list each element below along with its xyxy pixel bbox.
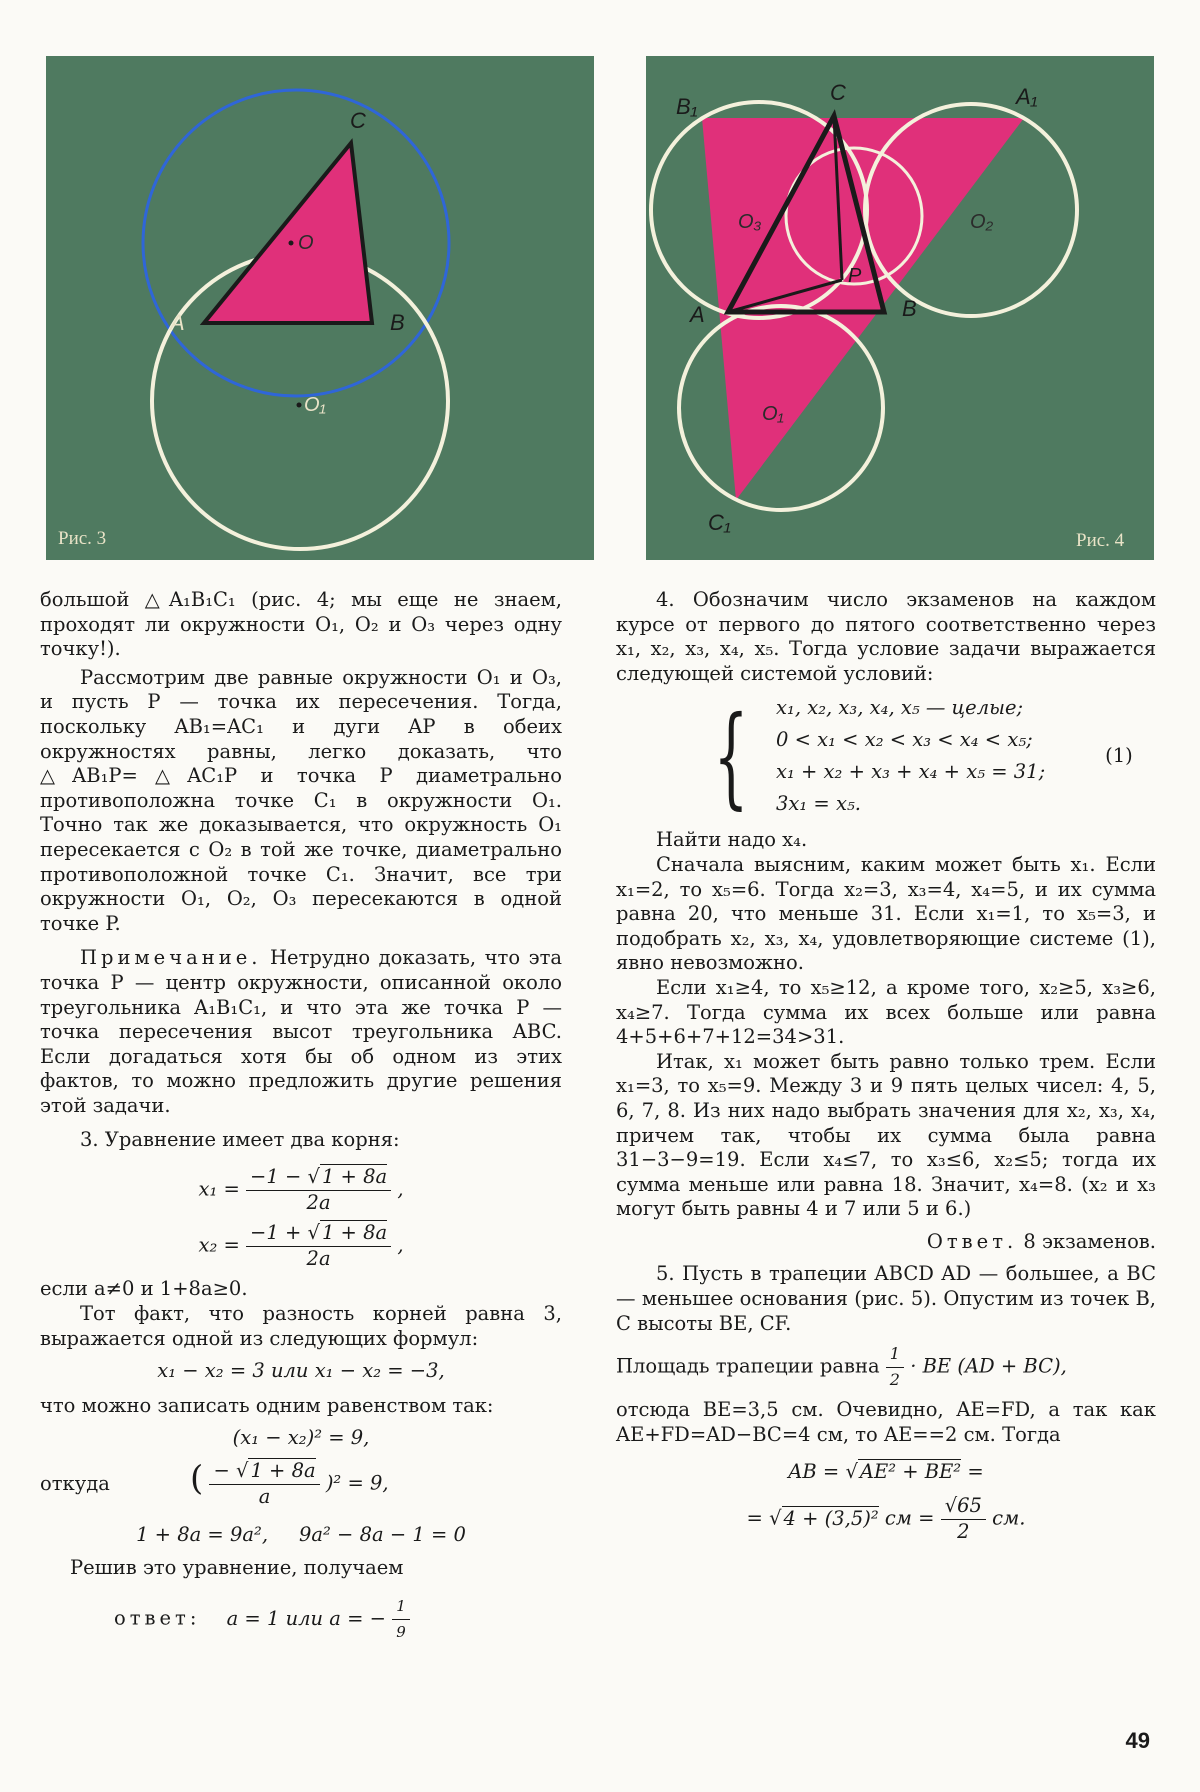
label-p: P xyxy=(848,265,862,287)
system-brace: { xyxy=(713,692,749,821)
answer-head: ответ: xyxy=(114,1606,201,1630)
rc-paragraph-3: Сначала выясним, каким может быть x₁. Если x₁=2, то x₅=6. Тогда x₂=3, x₃=4, x₄=5, и их сумма равна 20, что меньше 31. Если x₁=1, то x₅=3, и подобрать x₂, x₃, x₄, удовлетворяющие системе (1), явно невозможно. xyxy=(616,852,1156,975)
eq-ab2-lhs: = √ xyxy=(746,1506,782,1530)
system-1 xyxy=(696,692,1156,820)
label-o3: O₃ xyxy=(738,211,762,233)
eq-frac-den: a xyxy=(258,1484,271,1508)
rc-paragraph-6: 5. Пусть в трапеции ABCD AD — большее, а BC — меньшее основания (рис. 5). Опустим из точек B, C высоты BE, CF. xyxy=(616,1262,1156,1335)
lc-paragraph-2: Рассмотрим две равные окружности O₁ и O₃, и пусть P — точка их пересечения. Тогда, поскольку AB₁=AC₁ и дуги AP в обеих окружностях равны, легко доказать, что △AB₁P=△AC₁P и точка P диаметрально противоположна точке C₁ в окружности O₁. Точно так же доказывается, что окружность O₁ пересекается с O₂ в той же точке, диаметрально противоположной точке C₁. Значит, все три окружности O₁, O₂, O₃ пересекаются в одной точке P. xyxy=(40,665,562,935)
eq-ab-2 xyxy=(616,1494,1156,1544)
system-lines xyxy=(776,692,1045,820)
right-column xyxy=(616,588,1156,1550)
note-head: Примечание. xyxy=(80,946,262,970)
lc-paragraph-4: Тот факт, что разность корней равна 3, выражается одной из следующих формул: xyxy=(40,1302,562,1350)
eq-ab1-end: = xyxy=(961,1459,984,1483)
eq-ab2-root: 4 + (3,5)² xyxy=(783,1506,879,1530)
lc-paragraph-5: что можно записать одним равенством так: xyxy=(40,1393,494,1417)
rc-answer xyxy=(616,1230,1156,1255)
figure-4-caption: Рис. 4 xyxy=(1076,530,1125,551)
eq-ab2-frac-d: 2 xyxy=(957,1519,970,1543)
eq-ab2-end: см. xyxy=(985,1506,1026,1530)
figure-3 xyxy=(46,56,594,560)
eq-ab2-frac-n: √65 xyxy=(941,1494,986,1520)
eq-ab-1 xyxy=(616,1460,1156,1485)
lc-note xyxy=(40,946,562,1118)
answer-frac-d: 9 xyxy=(396,1622,406,1641)
label-a: A xyxy=(690,302,705,327)
area-frac-d: 2 xyxy=(889,1369,900,1389)
eq-ab1-lhs: AB = √ xyxy=(788,1459,858,1483)
lc-paragraph-1: большой △A₁B₁C₁ (рис. 4; мы еще не знаем, проходят ли окружности O₁, O₂ и O₃ через одну точку!). xyxy=(40,588,562,661)
eq-frac-num-a: − √ xyxy=(213,1459,249,1482)
eq-x2-num-a: −1 + √ xyxy=(250,1221,320,1245)
eq-x1-den: 2a xyxy=(306,1190,331,1214)
system-line-3: x₁ + x₂ + x₃ + x₄ + x₅ = 31; xyxy=(776,760,1046,784)
page-number: 49 xyxy=(1125,1728,1150,1753)
rc-paragraph-7: отсюда BE=3,5 см. Очевидно, AE=FD, а так как AE+FD=AD−BC=4 см, то AE==2 см. Тогда xyxy=(616,1398,1156,1447)
otkuda-word: откуда xyxy=(40,1471,110,1495)
eq-x1-lhs: x₁ = xyxy=(198,1177,240,1201)
eq-x1-num-root: 1 + 8a xyxy=(321,1165,388,1189)
eq-frac-num xyxy=(209,1459,319,1485)
label-c1: C₁ xyxy=(708,510,731,535)
label-a1: A₁ xyxy=(1016,84,1038,109)
lc-paragraph-3: 3. Уравнение имеет два корня: xyxy=(80,1128,400,1152)
eq-x1-frac xyxy=(246,1165,391,1215)
lc-answer xyxy=(40,1594,562,1644)
label-b: B xyxy=(390,310,405,335)
eq-frac-rhs: )² = 9, xyxy=(325,1471,389,1495)
note-body: Нетрудно доказать, что эта точка P — центр окружности, описанной около треугольника A₁B₁C₁, и что эта же точка P — точка пересечения высот треугольника ABC. Если догадаться хотя бы об одном из этих фактов, то можно предложить другие решения этой задачи. xyxy=(40,946,563,1117)
area-rest: · BE (AD + BC), xyxy=(910,1354,1067,1378)
eq-x2-den: 2a xyxy=(306,1246,331,1270)
answer-frac xyxy=(392,1594,410,1644)
triangle-abc xyxy=(204,143,372,323)
eq-frac xyxy=(209,1459,319,1509)
eq-diff: x₁ − x₂ = 3 или x₁ − x₂ = −3, xyxy=(157,1359,445,1383)
rc-paragraph-4: Если x₁≥4, то x₅≥12, а кроме того, x₂≥5, x₃≥6, x₄≥7. Тогда сумма их всех больше или равна 4+5+6+7+12=34>31. xyxy=(616,975,1156,1049)
rc-paragraph-2: Найти надо x₄. xyxy=(656,828,808,852)
label-o2: O₂ xyxy=(970,211,994,233)
figure-3-drawing xyxy=(46,56,594,560)
eq-x1-num xyxy=(246,1165,391,1191)
lc-paragraph-6: Решив это уравнение, получаем xyxy=(70,1555,404,1579)
system-line-2: 0 < x₁ < x₂ < x₃ < x₄ < x₅; xyxy=(776,728,1033,752)
label-c: C xyxy=(350,108,366,133)
eq-x2-lhs: x₂ = xyxy=(198,1233,240,1257)
figure-4-drawing xyxy=(646,56,1154,560)
eq-frac-num-root: 1 + 8a xyxy=(250,1459,316,1482)
area-frac-n: 1 xyxy=(886,1342,904,1368)
label-b: B xyxy=(902,296,917,321)
label-b1: B₁ xyxy=(676,94,698,119)
label-o1: O₁ xyxy=(762,403,784,425)
figure-4 xyxy=(646,56,1154,560)
eq-x2-frac xyxy=(246,1221,391,1271)
system-line-1: x₁, x₂, x₃, x₄, x₅ — целые; xyxy=(776,696,1024,720)
eq-quadratic: 1 + 8a = 9a², 9a² − 8a − 1 = 0 xyxy=(136,1523,466,1547)
label-o: O xyxy=(298,232,314,254)
rc-paragraph-5: Итак, x₁ может быть равно только трем. Если x₁=3, то x₅=9. Между 3 и 9 пять целых чисел: 4, 5, 6, 7, 8. Из них надо выбрать значения для x₂, x₃, x₄, причем так, чтобы их сумма была равна 31−3−9=19. Если x₄≤7, то x₃≤6, x₂≤5; тогда их сумма меньше или равна 18. Значит, x₄=8. (x₂ и x₃ могут быть равны 4 и 7 или 5 и 6.) xyxy=(616,1049,1156,1221)
area-formula xyxy=(616,1342,1156,1392)
answer-body: a = 1 или a = − xyxy=(226,1606,387,1630)
point-o1 xyxy=(297,403,302,408)
area-text: Площадь трапеции равна xyxy=(616,1354,880,1378)
system-number: (1) xyxy=(1105,744,1133,768)
rc-answer-head: Ответ. xyxy=(926,1229,1018,1253)
area-frac xyxy=(886,1342,904,1392)
left-column xyxy=(40,588,562,1645)
eq-frac-block: ( $\frac{- √ 1 + 8a}{a}$ )² = 9, xyxy=(190,1458,389,1508)
rc-answer-body: 8 экзаменов. xyxy=(1023,1229,1156,1253)
eq-x2: x₂ = $\frac{-1 + √ 1 + 8a}{2a}$ , xyxy=(198,1221,404,1270)
eq-x2-num-root: 1 + 8a xyxy=(321,1221,388,1245)
eq-otkuda-row xyxy=(40,1459,562,1509)
eq-ab1-root: AE² + BE² xyxy=(859,1459,962,1483)
system-line-4: 3x₁ = x₅. xyxy=(776,792,861,816)
figure-3-caption: Рис. 3 xyxy=(58,528,107,549)
rc-paragraph-1: 4. Обозначим число экзаменов на каждом курсе от первого до пятого соответственно через x₁, x₂, x₃, x₄, x₅. Тогда условие задачи выражается следующей системой условий: xyxy=(616,588,1156,685)
eq-square: (x₁ − x₂)² = 9, xyxy=(232,1426,370,1450)
eq-ab2-mid: см = xyxy=(878,1506,941,1530)
eq-x2-num xyxy=(246,1221,391,1247)
label-a: A xyxy=(170,310,185,335)
label-o1: O₁ xyxy=(304,394,326,416)
label-c: C xyxy=(830,80,846,105)
eq-x1: x₁ = $\frac{-1 - √ 1 + 8a}{2a}$ , xyxy=(198,1165,404,1214)
point-o xyxy=(289,241,294,246)
answer-frac-n: 1 xyxy=(392,1594,410,1620)
lc-condition: если a≠0 и 1+8a≥0. xyxy=(40,1277,248,1301)
eq-x1-num-a: −1 − √ xyxy=(250,1165,320,1189)
eq-ab2-frac xyxy=(941,1494,986,1544)
